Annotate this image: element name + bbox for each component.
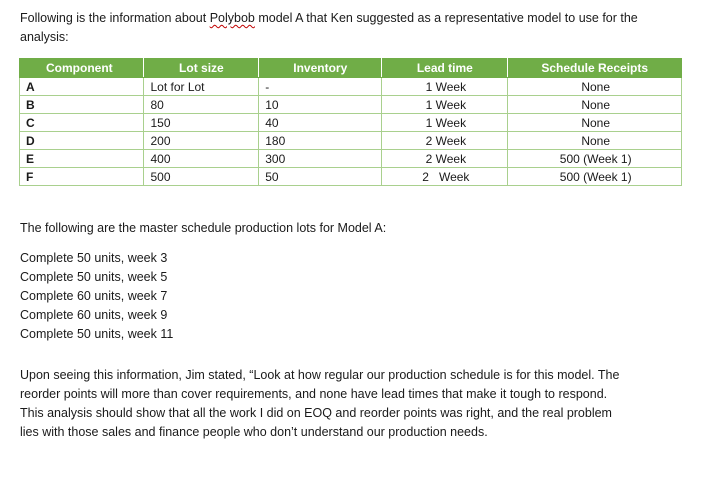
cell-inventory: - bbox=[259, 78, 382, 96]
cell-lot-size: 150 bbox=[144, 114, 259, 132]
header-lead-time: Lead time bbox=[382, 58, 508, 78]
master-schedule-heading: The following are the master schedule production lots for Model A: bbox=[20, 221, 387, 235]
cell-schedule-receipts: 500 (Week 1) bbox=[508, 168, 682, 186]
cell-lot-size: 200 bbox=[144, 132, 259, 150]
master-schedule-lot-list bbox=[20, 249, 173, 344]
table-row bbox=[20, 114, 682, 132]
cell-lead-time: 1 Week bbox=[382, 96, 508, 114]
cell-component: B bbox=[20, 96, 144, 114]
cell-lead-time: 2 Week bbox=[382, 132, 508, 150]
brand-name-misspelled: Polybob bbox=[209, 11, 255, 25]
list-item: Complete 50 units, week 5 bbox=[20, 270, 168, 284]
closing-paragraph: Upon seeing this information, Jim stated, “Look at how regular our production schedule is for this model. The reorder points will more than cover requirements, and none have lead times that make it tough to respond. This analysis should show that all the work I did on EOQ and reorder points was right, and the real problem lies with those sales and finance people who don’t understand our production needs. bbox=[20, 368, 620, 439]
table-row bbox=[20, 78, 682, 96]
cell-component: D bbox=[20, 132, 144, 150]
table-row bbox=[20, 150, 682, 168]
cell-inventory: 40 bbox=[259, 114, 382, 132]
cell-component: A bbox=[20, 78, 144, 96]
cell-component: C bbox=[20, 114, 144, 132]
cell-inventory: 10 bbox=[259, 96, 382, 114]
intro-text-start: Following is the information about bbox=[20, 11, 210, 25]
header-schedule-receipts: Schedule Receipts bbox=[508, 58, 682, 78]
cell-schedule-receipts: 500 (Week 1) bbox=[508, 150, 682, 168]
list-item: Complete 60 units, week 9 bbox=[20, 308, 168, 322]
component-table bbox=[19, 58, 682, 186]
cell-inventory: 50 bbox=[259, 168, 382, 186]
cell-schedule-receipts: None bbox=[508, 96, 682, 114]
cell-lead-time: 1 Week bbox=[382, 114, 508, 132]
cell-lead-time: 2 Week bbox=[382, 168, 508, 186]
table-header-row bbox=[20, 58, 682, 78]
table-row bbox=[20, 96, 682, 114]
list-item: Complete 50 units, week 11 bbox=[20, 327, 174, 341]
table-row bbox=[20, 168, 682, 186]
cell-component: F bbox=[20, 168, 144, 186]
table-row bbox=[20, 132, 682, 150]
cell-lead-time: 1 Week bbox=[382, 78, 508, 96]
cell-component: E bbox=[20, 150, 144, 168]
cell-lot-size: 500 bbox=[144, 168, 259, 186]
cell-inventory: 300 bbox=[259, 150, 382, 168]
cell-schedule-receipts: None bbox=[508, 114, 682, 132]
cell-lead-time: 2 Week bbox=[382, 150, 508, 168]
cell-lot-size: Lot for Lot bbox=[144, 78, 259, 96]
header-component: Component bbox=[20, 58, 144, 78]
cell-inventory: 180 bbox=[259, 132, 382, 150]
list-item: Complete 60 units, week 7 bbox=[20, 289, 168, 303]
header-lot-size: Lot size bbox=[144, 58, 259, 78]
intro-paragraph bbox=[20, 9, 660, 47]
cell-schedule-receipts: None bbox=[508, 132, 682, 150]
header-inventory: Inventory bbox=[259, 58, 382, 78]
intro-text-end: model A that Ken suggested as a representative model to use for the analysis: bbox=[20, 11, 638, 44]
cell-lot-size: 80 bbox=[144, 96, 259, 114]
cell-schedule-receipts: None bbox=[508, 78, 682, 96]
list-item: Complete 50 units, week 3 bbox=[20, 251, 168, 265]
cell-lot-size: 400 bbox=[144, 150, 259, 168]
